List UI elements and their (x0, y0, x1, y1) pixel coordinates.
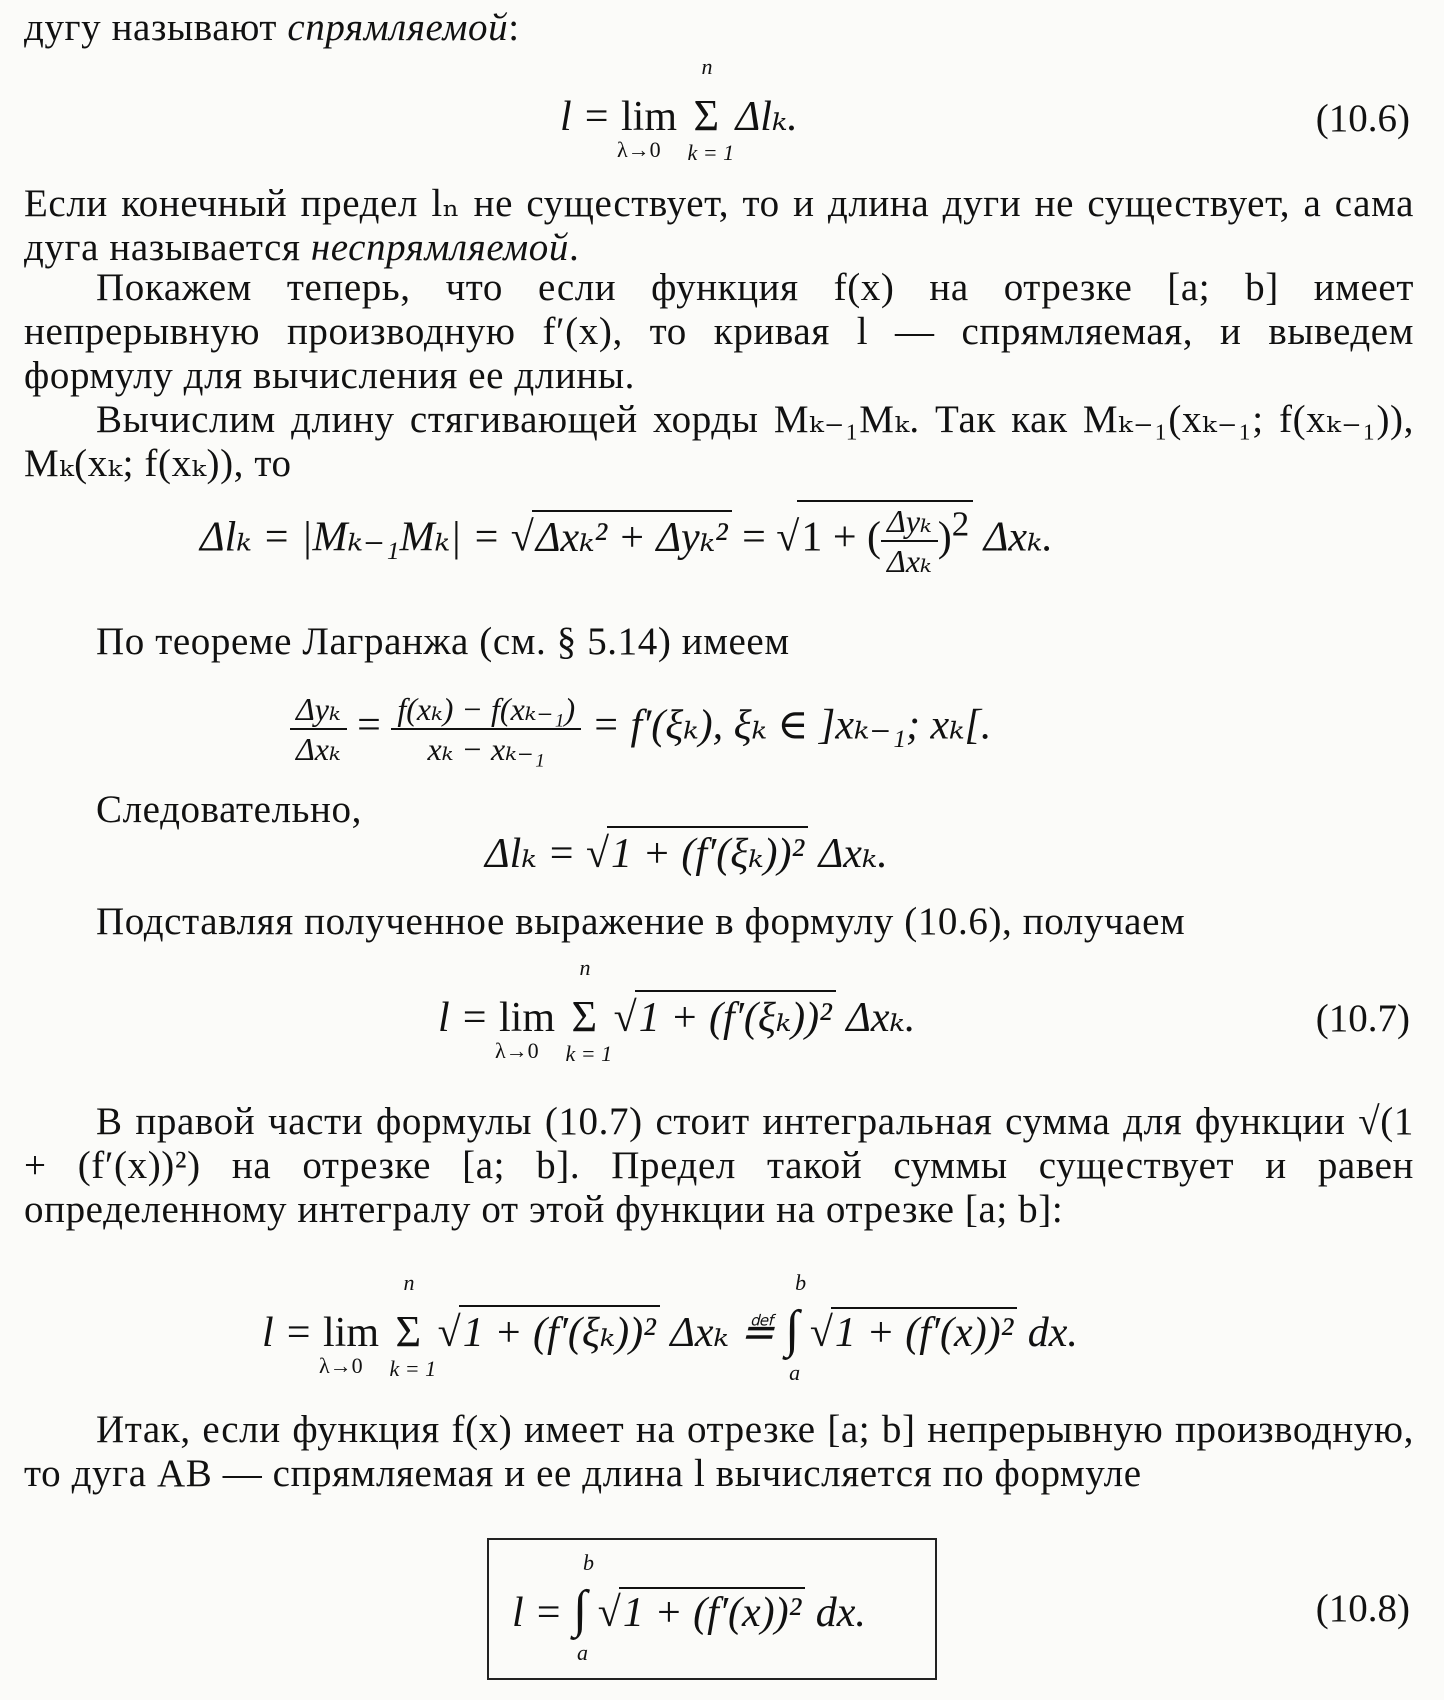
paragraph-conclusion: Итак, если функция f(x) имеет на отрезке [a; b] непрерывную производную, то дуга AB — спрямляемая и ее длина l вычисляется по формуле (24, 1408, 1414, 1495)
paragraph-substitute: Подставляя полученное выражение в формулу (10.6), получаем (96, 900, 1186, 943)
equation-limit-integral: l = lim λ→0 Σ n k = 1 √1 + (f′(ξₖ))² Δxₖ ≝ ∫ b a √1 + (f′(x))² dx. (262, 1270, 1078, 1385)
equation-10-7: l = lim λ→0 Σ n k = 1 √1 + (f′(ξₖ))² Δxₖ. (438, 955, 916, 1066)
paragraph-chord: Вычислим длину стягивающей хорды Mₖ₋₁Mₖ. Так как Mₖ₋₁(xₖ₋₁; f(xₖ₋₁)), Mₖ(xₖ; f(xₖ)), то (24, 398, 1414, 485)
equation-number-10-6: (10.6) (1315, 97, 1410, 140)
equation-lagrange: $\frac{\text{Δyₖ}}{\text{Δxₖ}}$ = $\frac{\text{f(xₖ) − f(xₖ₋₁)}}{\text{xₖ − xₖ₋₁}}$ = f′(ξₖ), ξₖ ∈ ]xₖ₋₁; xₖ[. (290, 690, 991, 768)
paragraph-show: Покажем теперь, что если функция f(x) на отрезке [a; b] имеет непрерывную производную f′(x), то кривая l — спрямляемая, и выведем формулу для вычисления ее длины. (24, 266, 1414, 397)
equation-number-10-8: (10.8) (1315, 1587, 1410, 1630)
paragraph-intro: дугу называют спрямляемой: (24, 6, 520, 49)
paragraph-nonrectifiable: Если конечный предел lₙ не существует, то и длина дуги не существует, а сама дуга называется неспрямляемой. (24, 182, 1414, 269)
equation-delta-l: Δlₖ = √1 + (f′(ξₖ))² Δxₖ. (485, 826, 888, 878)
paragraph-lagrange: По теореме Лагранжа (см. § 5.14) имеем (96, 620, 790, 663)
paragraph-therefore: Следовательно, (96, 788, 362, 831)
equation-10-6: l = lim λ→0 Σ n k = 1 Δlₖ. (560, 54, 798, 165)
paragraph-integral-sum: В правой части формулы (10.7) стоит интегральная сумма для функции √(1 + (f′(x))²) на отрезке [a; b]. Предел такой суммы существует и равен определенному интегралу от этой функции на отрезке [a; b]: (24, 1100, 1414, 1231)
equation-10-8: l = ∫ b a √1 + (f′(x))² dx. (512, 1550, 866, 1665)
equation-chord-length: Δlₖ = |Mₖ₋₁Mₖ| = √Δxₖ² + Δyₖ² = √1 + ( $\frac{\text{Δyₖ}}{\text{Δxₖ}}$ )$^2$ Δxₖ. (200, 500, 1053, 580)
equation-number-10-7: (10.7) (1315, 997, 1410, 1040)
